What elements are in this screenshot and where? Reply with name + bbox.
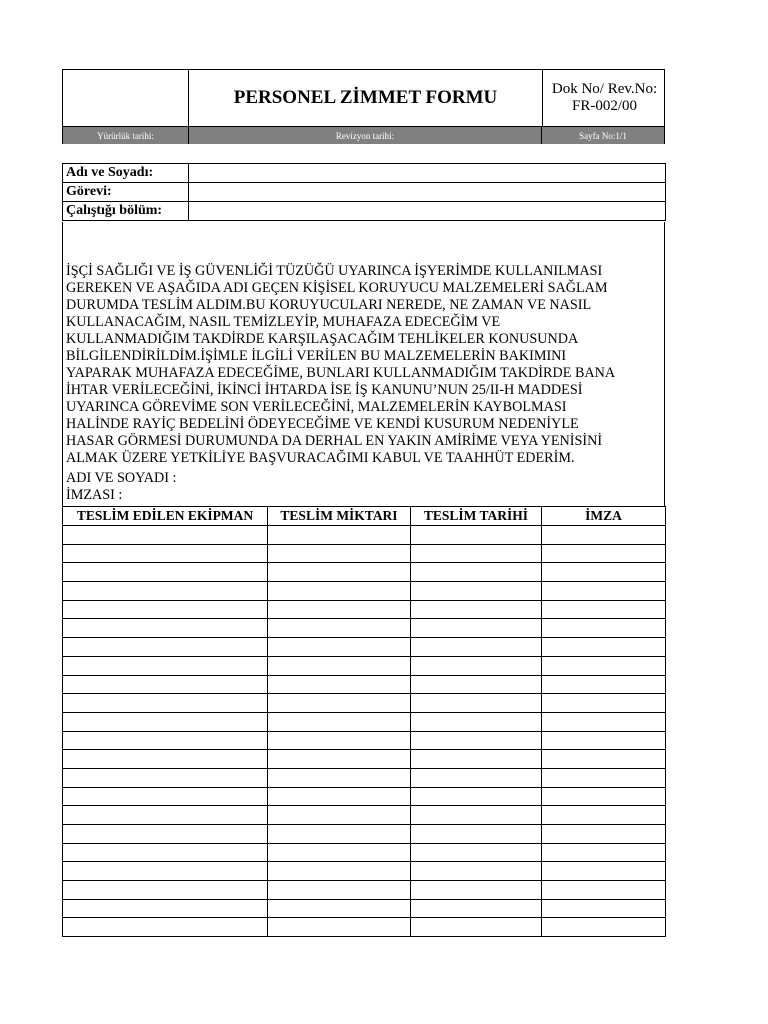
declaration-line: YAPARAK MUHAFAZA EDECEĞİME, BUNLARI KULLANMADIĞIM TAKDİRDE BANA — [66, 365, 616, 381]
signature-cell[interactable] — [542, 600, 666, 619]
effective-date-label: Yürürlük tarihi: — [63, 127, 189, 144]
table-row — [63, 862, 666, 881]
quantity-cell[interactable] — [268, 862, 411, 881]
signature-cell[interactable] — [542, 918, 666, 937]
logo-cell — [63, 70, 189, 126]
date-cell[interactable] — [411, 787, 542, 806]
equipment-table — [62, 506, 666, 937]
table-row — [63, 881, 666, 900]
equipment-cell[interactable] — [63, 806, 268, 825]
quantity-cell[interactable] — [268, 656, 411, 675]
table-row — [63, 750, 666, 769]
table-row — [63, 600, 666, 619]
date-cell[interactable] — [411, 526, 542, 545]
date-cell[interactable] — [411, 638, 542, 657]
table-row — [63, 544, 666, 563]
equipment-table-body — [63, 526, 666, 937]
quantity-cell[interactable] — [268, 806, 411, 825]
table-row — [63, 656, 666, 675]
role-row — [63, 183, 666, 202]
doc-label: Dok No/ Rev.No: — [551, 81, 658, 97]
equipment-cell[interactable] — [63, 600, 268, 619]
column-header-date: TESLİM TARİHİ — [411, 507, 542, 526]
column-header-quantity: TESLİM MİKTARI — [268, 507, 411, 526]
equipment-cell[interactable] — [63, 787, 268, 806]
table-row — [63, 526, 666, 545]
equipment-cell[interactable] — [63, 712, 268, 731]
declaration-line: UYARINCA GÖREVİME SON VERİLECEĞİNİ, MALZEMELERİN KAYBOLMASI — [66, 399, 567, 415]
signature-cell[interactable] — [542, 768, 666, 787]
signature-cell[interactable] — [542, 656, 666, 675]
signature-cell[interactable] — [542, 694, 666, 713]
table-row — [63, 712, 666, 731]
role-field[interactable] — [189, 183, 666, 202]
quantity-cell[interactable] — [268, 526, 411, 545]
date-cell[interactable] — [411, 750, 542, 769]
signature-cell[interactable] — [542, 843, 666, 862]
equipment-cell[interactable] — [63, 619, 268, 638]
date-cell[interactable] — [411, 675, 542, 694]
date-cell[interactable] — [411, 731, 542, 750]
quantity-cell[interactable] — [268, 544, 411, 563]
signature-cell[interactable] — [542, 619, 666, 638]
equipment-table-header — [63, 507, 666, 526]
quantity-cell[interactable] — [268, 843, 411, 862]
signature-cell[interactable] — [542, 675, 666, 694]
equipment-cell[interactable] — [63, 825, 268, 844]
table-row — [63, 731, 666, 750]
quantity-cell[interactable] — [268, 619, 411, 638]
quantity-cell[interactable] — [268, 638, 411, 657]
table-row — [63, 843, 666, 862]
department-field[interactable] — [189, 202, 666, 221]
column-header-equipment: TESLİM EDİLEN EKİPMAN — [63, 507, 268, 526]
date-cell[interactable] — [411, 600, 542, 619]
table-row — [63, 806, 666, 825]
declaration-line: ALMAK ÜZERE YETKİLİYE BAŞVURACAĞIMI KABUL VE TAAHHÜT EDERİM. — [66, 450, 575, 466]
date-cell[interactable] — [411, 712, 542, 731]
declaration-line: HALİNDE RAYİÇ BEDELİNİ ÖDEYECEĞİME VE KENDİ KUSURUM NEDENİYLE — [66, 416, 579, 432]
date-cell[interactable] — [411, 582, 542, 601]
quantity-cell[interactable] — [268, 881, 411, 900]
date-cell[interactable] — [411, 825, 542, 844]
equipment-cell[interactable] — [63, 862, 268, 881]
personal-info-table — [62, 163, 666, 221]
department-label: Çalıştığı bölüm: — [63, 202, 189, 221]
name-field[interactable] — [189, 164, 666, 183]
date-cell[interactable] — [411, 656, 542, 675]
signature-cell[interactable] — [542, 806, 666, 825]
equipment-cell[interactable] — [63, 563, 268, 582]
table-row — [63, 675, 666, 694]
table-row — [63, 638, 666, 657]
declaration-line: İHTAR VERİLECEĞİNİ, İKİNCİ İHTARDA İSE İŞ KANUNU’NUN 25/II-H MADDESİ — [66, 382, 583, 398]
signature-cell[interactable] — [542, 825, 666, 844]
date-cell[interactable] — [411, 806, 542, 825]
doc-number: FR-002/00 — [571, 98, 637, 114]
quantity-cell[interactable] — [268, 918, 411, 937]
equipment-cell[interactable] — [63, 768, 268, 787]
signature-cell[interactable] — [542, 563, 666, 582]
table-row — [63, 918, 666, 937]
table-row — [63, 582, 666, 601]
equipment-cell[interactable] — [63, 750, 268, 769]
date-cell[interactable] — [411, 881, 542, 900]
signature-cell[interactable] — [542, 526, 666, 545]
table-row — [63, 694, 666, 713]
quantity-cell[interactable] — [268, 825, 411, 844]
column-header-signature: İMZA — [542, 507, 666, 526]
declaration-line: BİLGİLENDİRİLDİM.İŞİMLE İLGİLİ VERİLEN BU MALZEMELERİN BAKIMINI — [66, 348, 567, 364]
declaration-line: KULLANMADIĞIM TAKDİRDE KARŞILAŞACAĞIM TEHLİKELER KONUSUNDA — [66, 331, 579, 347]
signature-cell[interactable] — [542, 731, 666, 750]
date-cell[interactable] — [411, 918, 542, 937]
declaration-line: KULLANACAĞIM, NASIL TEMİZLEYİP, MUHAFAZA EDECEĞİM VE — [66, 314, 501, 330]
equipment-cell[interactable] — [63, 899, 268, 918]
quantity-cell[interactable] — [268, 712, 411, 731]
equipment-cell[interactable] — [63, 544, 268, 563]
equipment-cell[interactable] — [63, 526, 268, 545]
equipment-cell[interactable] — [63, 731, 268, 750]
quantity-cell[interactable] — [268, 768, 411, 787]
quantity-cell[interactable] — [268, 694, 411, 713]
role-label: Görevi: — [63, 183, 189, 202]
signature-block — [66, 470, 176, 504]
table-row — [63, 787, 666, 806]
declaration-line: HASAR GÖRMESİ DURUMUNDA DA DERHAL EN YAKIN AMİRİME VEYA YENİSİNİ — [66, 433, 603, 449]
page-number-label: Sayfa No:1/1 — [579, 130, 627, 141]
date-cell[interactable] — [411, 619, 542, 638]
name-row — [63, 164, 666, 183]
signature-cell[interactable] — [542, 881, 666, 900]
signature-cell[interactable] — [542, 899, 666, 918]
quantity-cell[interactable] — [268, 675, 411, 694]
equipment-cell[interactable] — [63, 656, 268, 675]
table-row — [63, 768, 666, 787]
document-number-cell — [542, 70, 666, 126]
signature-cell[interactable] — [542, 582, 666, 601]
date-cell[interactable] — [411, 899, 542, 918]
table-row — [63, 619, 666, 638]
equipment-cell[interactable] — [63, 638, 268, 657]
declaration-line: DURUMDA TESLİM ALDIM.BU KORUYUCULARI NEREDE, NE ZAMAN VE NASIL — [66, 297, 592, 313]
date-cell[interactable] — [411, 843, 542, 862]
table-row — [63, 899, 666, 918]
date-cell[interactable] — [411, 544, 542, 563]
equipment-cell[interactable] — [63, 918, 268, 937]
signature-cell[interactable] — [542, 712, 666, 731]
quantity-cell[interactable] — [268, 899, 411, 918]
header-info-bar — [63, 126, 664, 144]
quantity-cell[interactable] — [268, 731, 411, 750]
date-cell[interactable] — [411, 862, 542, 881]
quantity-cell[interactable] — [268, 563, 411, 582]
signature-cell[interactable] — [542, 544, 666, 563]
form-header — [62, 69, 665, 144]
table-row — [63, 563, 666, 582]
equipment-cell[interactable] — [63, 694, 268, 713]
equipment-cell[interactable] — [63, 582, 268, 601]
quantity-cell[interactable] — [268, 787, 411, 806]
date-cell[interactable] — [411, 768, 542, 787]
signature-cell[interactable] — [542, 787, 666, 806]
table-row — [63, 825, 666, 844]
equipment-cell[interactable] — [63, 881, 268, 900]
department-row — [63, 202, 666, 221]
quantity-cell[interactable] — [268, 750, 411, 769]
declaration-line: GEREKEN VE AŞAĞIDA ADI GEÇEN KİŞİSEL KORUYUCU MALZEMELERİ SAĞLAM — [66, 280, 608, 296]
equipment-cell[interactable] — [63, 675, 268, 694]
date-cell[interactable] — [411, 694, 542, 713]
quantity-cell[interactable] — [268, 600, 411, 619]
declarant-signature-line: İMZASI : — [66, 487, 123, 503]
revision-date-label: Revizyon tarihi: — [189, 127, 542, 144]
declaration-line: İŞÇİ SAĞLIĞI VE İŞ GÜVENLİĞİ TÜZÜĞÜ UYARINCA İŞYERİMDE KULLANILMASI — [66, 263, 603, 279]
signature-cell[interactable] — [542, 862, 666, 881]
equipment-cell[interactable] — [63, 843, 268, 862]
name-label: Adı ve Soyadı: — [63, 164, 189, 183]
declaration-text — [66, 263, 662, 467]
date-cell[interactable] — [411, 563, 542, 582]
form-title: PERSONEL ZİMMET FORMU — [233, 87, 498, 108]
quantity-cell[interactable] — [268, 582, 411, 601]
declaration-box — [62, 222, 665, 507]
signature-cell[interactable] — [542, 750, 666, 769]
signature-cell[interactable] — [542, 638, 666, 657]
declarant-name-line: ADI VE SOYADI : — [66, 470, 177, 486]
